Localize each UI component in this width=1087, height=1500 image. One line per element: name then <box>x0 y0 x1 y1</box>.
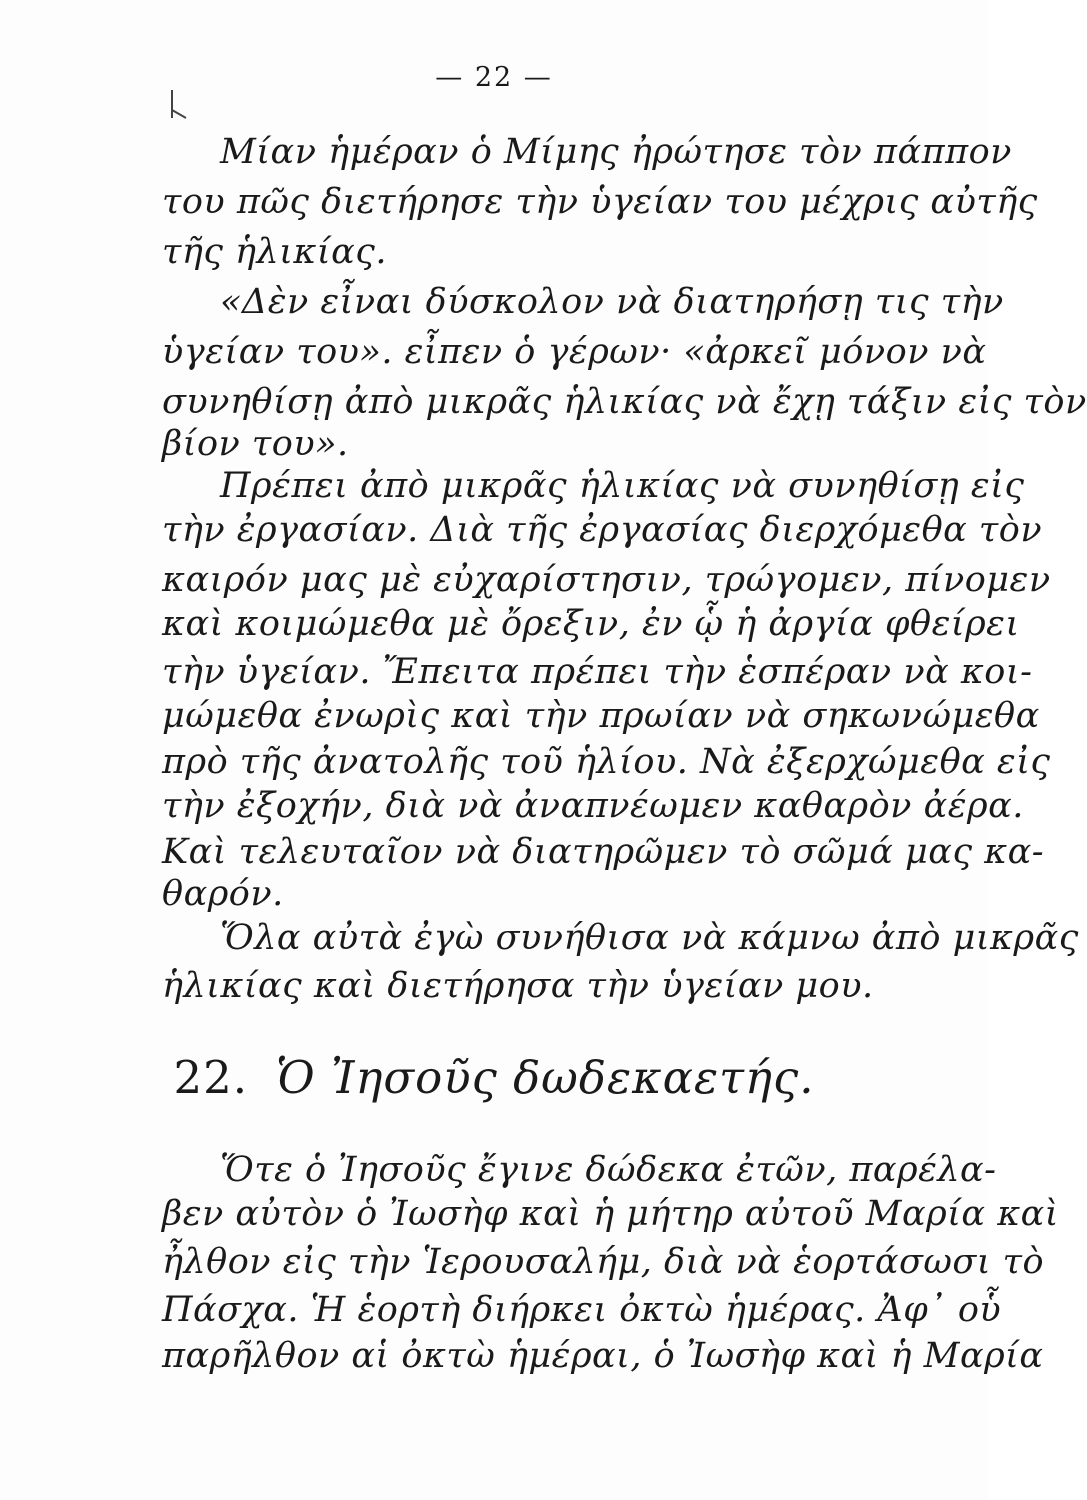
text-line: ἦλθον εἰς τὴν Ἱερουσαλήμ, διὰ νὰ ἑορτάσωσι τὸ <box>162 1242 1045 1282</box>
text-line: του πῶς διετήρησε τὴν ὑγείαν του μέχρις αὐτῆς <box>162 182 1038 222</box>
section-heading <box>0 1050 988 1106</box>
text-line: τῆς ἡλικίας. <box>162 232 387 272</box>
text-line: μώμεθα ἐνωρὶς καὶ τὴν πρωίαν νὰ σηκωνώμεθα <box>162 696 1040 736</box>
text-line: τὴν ὑγείαν. Ἔπειτα πρέπει τὴν ἑσπέραν νὰ κοι- <box>162 652 1033 692</box>
text-line: πρὸ τῆς ἀνατολῆς τοῦ ἡλίου. Νὰ ἐξερχώμεθα εἰς <box>162 742 1051 782</box>
text-line: τὴν ἐξοχήν, διὰ νὰ ἀναπνέωμεν καθαρὸν ἀέρα. <box>162 786 1024 826</box>
page-number: — 22 — <box>435 62 553 93</box>
text-line: Μίαν ἡμέραν ὁ Μίμης ἠρώτησε τὸν πάππον <box>220 132 1012 172</box>
text-line: καιρόν μας μὲ εὐχαρίστησιν, τρώγομεν, πίνομεν <box>162 560 1051 600</box>
margin-mark <box>168 88 190 122</box>
text-line: Πάσχα. Ἡ ἑορτὴ διήρκει ὀκτὼ ἡμέρας. Ἀφ᾽ οὗ <box>162 1290 1002 1330</box>
text-line: ἡλικίας καὶ διετήρησα τὴν ὑγείαν μου. <box>162 966 874 1006</box>
text-line: παρῆλθον αἱ ὀκτὼ ἡμέραι, ὁ Ἰωσὴφ καὶ ἡ Μαρία <box>162 1336 1044 1376</box>
section-title: Ὁ Ἰησοῦς δωδεκαετής. <box>276 1051 815 1104</box>
text-line: Καὶ τελευταῖον νὰ διατηρῶμεν τὸ σῶμά μας κα- <box>162 832 1045 872</box>
text-line: ὑγείαν του». εἶπεν ὁ γέρων· «ἀρκεῖ μόνον νὰ <box>162 332 987 372</box>
text-line: βίον του». <box>162 424 349 464</box>
text-line: «Δὲν εἶναι δύσκολον νὰ διατηρήσῃ τις τὴν <box>220 282 1004 322</box>
section-number: 22. <box>173 1051 249 1104</box>
text-line: συνηθίσῃ ἀπὸ μικρᾶς ἡλικίας νὰ ἔχῃ τάξιν εἰς τὸν <box>162 382 1087 422</box>
text-line: θαρόν. <box>162 874 284 914</box>
text-line: Πρέπει ἀπὸ μικρᾶς ἡλικίας νὰ συνηθίσῃ εἰς <box>220 466 1025 506</box>
text-line: τὴν ἐργασίαν. Διὰ τῆς ἐργασίας διερχόμεθα τὸν <box>162 510 1043 550</box>
text-line: Ὅτε ὁ Ἰησοῦς ἔγινε δώδεκα ἐτῶν, παρέλα- <box>220 1150 997 1190</box>
text-line: καὶ κοιμώμεθα μὲ ὄρεξιν, ἐν ᾧ ἡ ἀργία φθείρει <box>162 604 1020 644</box>
text-line: Ὅλα αὐτὰ ἐγὼ συνήθισα νὰ κάμνω ἀπὸ μικρᾶς <box>220 918 1079 958</box>
text-line: βεν αὐτὸν ὁ Ἰωσὴφ καὶ ἡ μήτηρ αὐτοῦ Μαρία καὶ <box>162 1194 1060 1234</box>
